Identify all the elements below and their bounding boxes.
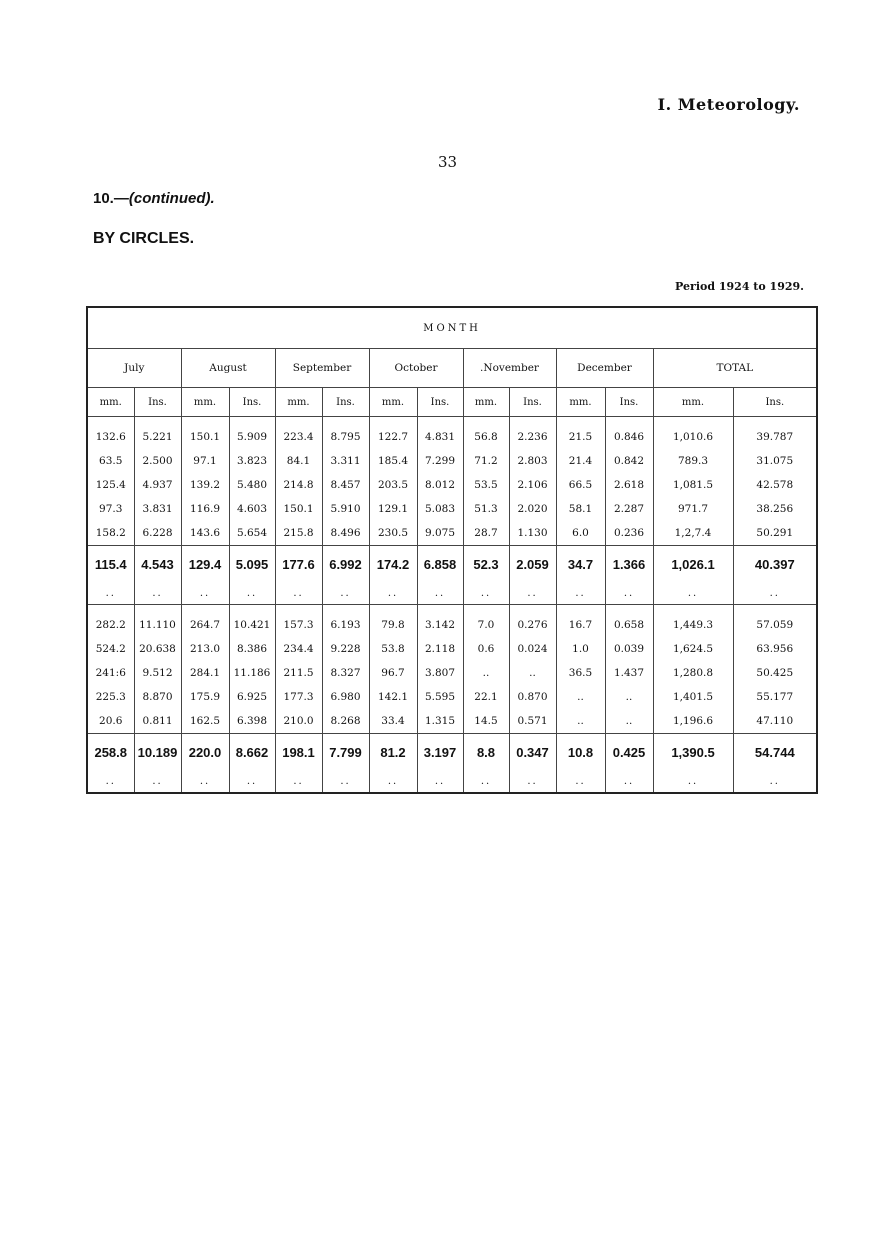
table-cell: 1,026.1 bbox=[653, 546, 733, 583]
table-cell: 6.193 bbox=[322, 605, 369, 638]
table-cell: 20.638 bbox=[134, 637, 181, 661]
month-header: July bbox=[87, 349, 181, 388]
table-cell: .. bbox=[509, 661, 556, 685]
table-cell: .. bbox=[509, 770, 556, 793]
table-cell: 150.1 bbox=[275, 497, 322, 521]
table-cell: .. bbox=[417, 582, 463, 605]
table-cell: 9.228 bbox=[322, 637, 369, 661]
table-cell: 28.7 bbox=[463, 521, 509, 546]
table-row bbox=[87, 709, 817, 734]
table-cell: .. bbox=[733, 770, 817, 793]
placeholder-row bbox=[87, 770, 817, 793]
table-cell: 3.807 bbox=[417, 661, 463, 685]
table-cell: 157.3 bbox=[275, 605, 322, 638]
table-cell: 175.9 bbox=[181, 685, 229, 709]
table-cell: 5.083 bbox=[417, 497, 463, 521]
table-cell: 5.095 bbox=[229, 546, 275, 583]
units-row bbox=[87, 388, 817, 417]
unit-header: mm. bbox=[463, 388, 509, 417]
table-cell: .. bbox=[509, 582, 556, 605]
table-cell: 5.910 bbox=[322, 497, 369, 521]
table-cell: .. bbox=[556, 582, 605, 605]
table-cell: 5.595 bbox=[417, 685, 463, 709]
table-cell: .. bbox=[653, 770, 733, 793]
table-cell: .. bbox=[369, 770, 417, 793]
table-cell: 57.059 bbox=[733, 605, 817, 638]
table-cell: 198.1 bbox=[275, 734, 322, 771]
table-cell: .. bbox=[275, 582, 322, 605]
table-cell: 6.925 bbox=[229, 685, 275, 709]
table-cell: 8.870 bbox=[134, 685, 181, 709]
table-cell: 1.315 bbox=[417, 709, 463, 734]
summary-row bbox=[87, 734, 817, 771]
table-cell: 211.5 bbox=[275, 661, 322, 685]
table-cell: 36.5 bbox=[556, 661, 605, 685]
table-cell: 122.7 bbox=[369, 417, 417, 450]
section-header: I. Meteorology. bbox=[657, 95, 800, 114]
table-cell: 11.186 bbox=[229, 661, 275, 685]
table-cell: 9.075 bbox=[417, 521, 463, 546]
continued-text: (continued). bbox=[128, 190, 215, 207]
table-cell: 96.7 bbox=[369, 661, 417, 685]
table-cell: 0.811 bbox=[134, 709, 181, 734]
table-cell: 66.5 bbox=[556, 473, 605, 497]
table-cell: 11.110 bbox=[134, 605, 181, 638]
table-cell: 8.8 bbox=[463, 734, 509, 771]
table-cell: 6.980 bbox=[322, 685, 369, 709]
table-row bbox=[87, 637, 817, 661]
table-cell: 1,401.5 bbox=[653, 685, 733, 709]
table-cell: .. bbox=[181, 582, 229, 605]
table-cell: 1,449.3 bbox=[653, 605, 733, 638]
unit-header: Ins. bbox=[229, 388, 275, 417]
unit-header: mm. bbox=[556, 388, 605, 417]
rainfall-table bbox=[86, 306, 818, 794]
table-cell: 42.578 bbox=[733, 473, 817, 497]
table-cell: .. bbox=[605, 770, 653, 793]
table-cell: 97.3 bbox=[87, 497, 134, 521]
table-cell: .. bbox=[229, 582, 275, 605]
table-cell: 1,624.5 bbox=[653, 637, 733, 661]
table-cell: 210.0 bbox=[275, 709, 322, 734]
table-cell: 8.268 bbox=[322, 709, 369, 734]
table-number: 10.— bbox=[93, 190, 129, 207]
table-cell: 177.3 bbox=[275, 685, 322, 709]
month-header: TOTAL bbox=[653, 349, 817, 388]
table-cell: .. bbox=[181, 770, 229, 793]
table-cell: 0.236 bbox=[605, 521, 653, 546]
table-cell: 6.858 bbox=[417, 546, 463, 583]
month-header: December bbox=[556, 349, 653, 388]
table-cell: 0.425 bbox=[605, 734, 653, 771]
table-cell: 6.398 bbox=[229, 709, 275, 734]
table-row bbox=[87, 497, 817, 521]
table-cell: 8.012 bbox=[417, 473, 463, 497]
table-cell: 8.662 bbox=[229, 734, 275, 771]
table-cell: .. bbox=[605, 709, 653, 734]
table-cell: 0.842 bbox=[605, 449, 653, 473]
table-cell: 56.8 bbox=[463, 417, 509, 450]
unit-header: Ins. bbox=[605, 388, 653, 417]
table-cell: 10.189 bbox=[134, 734, 181, 771]
table-cell: 2.236 bbox=[509, 417, 556, 450]
table-cell: 0.571 bbox=[509, 709, 556, 734]
table-cell: 10.8 bbox=[556, 734, 605, 771]
table-cell: 7.799 bbox=[322, 734, 369, 771]
table-cell: 0.276 bbox=[509, 605, 556, 638]
table-cell: 7.299 bbox=[417, 449, 463, 473]
table-cell: 1,196.6 bbox=[653, 709, 733, 734]
table-cell: 0.024 bbox=[509, 637, 556, 661]
table-cell: 241:6 bbox=[87, 661, 134, 685]
unit-header: mm. bbox=[87, 388, 134, 417]
table-cell: 51.3 bbox=[463, 497, 509, 521]
placeholder-row bbox=[87, 582, 817, 605]
table-cell: 524.2 bbox=[87, 637, 134, 661]
table-cell: 58.1 bbox=[556, 497, 605, 521]
table-cell: 4.543 bbox=[134, 546, 181, 583]
page-number: 33 bbox=[438, 153, 458, 171]
table-cell: .. bbox=[322, 770, 369, 793]
table-row bbox=[87, 473, 817, 497]
table-cell: 16.7 bbox=[556, 605, 605, 638]
table-cell: 21.5 bbox=[556, 417, 605, 450]
table-cell: 143.6 bbox=[181, 521, 229, 546]
table-subtitle: BY CIRCLES. bbox=[93, 230, 195, 247]
table-cell: 3.142 bbox=[417, 605, 463, 638]
table-cell: 4.831 bbox=[417, 417, 463, 450]
table-cell: 5.654 bbox=[229, 521, 275, 546]
table-cell: 8.496 bbox=[322, 521, 369, 546]
table-cell: 4.603 bbox=[229, 497, 275, 521]
table-cell: 158.2 bbox=[87, 521, 134, 546]
month-header: August bbox=[181, 349, 275, 388]
table-cell: 0.6 bbox=[463, 637, 509, 661]
table-cell: 2.106 bbox=[509, 473, 556, 497]
table-cell: 55.177 bbox=[733, 685, 817, 709]
table-cell: 5.221 bbox=[134, 417, 181, 450]
table-cell: .. bbox=[87, 770, 134, 793]
table-cell: 6.228 bbox=[134, 521, 181, 546]
table-cell: 0.658 bbox=[605, 605, 653, 638]
table-cell: .. bbox=[556, 770, 605, 793]
table-cell: 2.118 bbox=[417, 637, 463, 661]
table-cell: .. bbox=[463, 661, 509, 685]
unit-header: Ins. bbox=[509, 388, 556, 417]
table-cell: 150.1 bbox=[181, 417, 229, 450]
table-cell: 52.3 bbox=[463, 546, 509, 583]
table-cell: 282.2 bbox=[87, 605, 134, 638]
table-cell: .. bbox=[556, 709, 605, 734]
table-cell: 116.9 bbox=[181, 497, 229, 521]
table-cell: .. bbox=[369, 582, 417, 605]
table-cell: 1,010.6 bbox=[653, 417, 733, 450]
table-cell: 9.512 bbox=[134, 661, 181, 685]
table-cell: .. bbox=[134, 770, 181, 793]
unit-header: mm. bbox=[275, 388, 322, 417]
table-cell: 789.3 bbox=[653, 449, 733, 473]
table-cell: 230.5 bbox=[369, 521, 417, 546]
table-cell: .. bbox=[87, 582, 134, 605]
table-cell: 174.2 bbox=[369, 546, 417, 583]
table-cell: 38.256 bbox=[733, 497, 817, 521]
table-cell: 3.311 bbox=[322, 449, 369, 473]
table-cell: 81.2 bbox=[369, 734, 417, 771]
table-cell: .. bbox=[463, 770, 509, 793]
table-cell: 203.5 bbox=[369, 473, 417, 497]
table-cell: 3.831 bbox=[134, 497, 181, 521]
table-cell: 142.1 bbox=[369, 685, 417, 709]
table-cell: 0.347 bbox=[509, 734, 556, 771]
table-cell: 0.870 bbox=[509, 685, 556, 709]
table-cell: 50.425 bbox=[733, 661, 817, 685]
table-row bbox=[87, 449, 817, 473]
table-cell: .. bbox=[134, 582, 181, 605]
table-cell: 6.0 bbox=[556, 521, 605, 546]
table-cell: 5.480 bbox=[229, 473, 275, 497]
table-row bbox=[87, 661, 817, 685]
table-cell: 129.1 bbox=[369, 497, 417, 521]
table-cell: 125.4 bbox=[87, 473, 134, 497]
rainfall-table-wrapper bbox=[86, 306, 816, 794]
table-cell: 63.956 bbox=[733, 637, 817, 661]
table-cell: 213.0 bbox=[181, 637, 229, 661]
table-cell: 7.0 bbox=[463, 605, 509, 638]
table-cell: 50.291 bbox=[733, 521, 817, 546]
month-header: September bbox=[275, 349, 369, 388]
table-cell: .. bbox=[275, 770, 322, 793]
table-cell: 1.130 bbox=[509, 521, 556, 546]
table-cell: 3.197 bbox=[417, 734, 463, 771]
summary-row bbox=[87, 546, 817, 583]
table-cell: 234.4 bbox=[275, 637, 322, 661]
table-cell: 14.5 bbox=[463, 709, 509, 734]
table-cell: 53.8 bbox=[369, 637, 417, 661]
table-cell: 34.7 bbox=[556, 546, 605, 583]
table-cell: 33.4 bbox=[369, 709, 417, 734]
table-cell: .. bbox=[605, 582, 653, 605]
table-cell: 21.4 bbox=[556, 449, 605, 473]
period-label: Period 1924 to 1929. bbox=[675, 280, 804, 293]
table-cell: 132.6 bbox=[87, 417, 134, 450]
table-cell: 162.5 bbox=[181, 709, 229, 734]
table-cell: 6.992 bbox=[322, 546, 369, 583]
unit-header: Ins. bbox=[417, 388, 463, 417]
table-cell: 0.039 bbox=[605, 637, 653, 661]
table-cell: 2.803 bbox=[509, 449, 556, 473]
table-cell: 284.1 bbox=[181, 661, 229, 685]
table-cell: 2.618 bbox=[605, 473, 653, 497]
table-cell: 71.2 bbox=[463, 449, 509, 473]
table-cell: 185.4 bbox=[369, 449, 417, 473]
table-cell: 8.795 bbox=[322, 417, 369, 450]
table-cell: .. bbox=[417, 770, 463, 793]
table-cell: .. bbox=[653, 582, 733, 605]
unit-header: Ins. bbox=[322, 388, 369, 417]
table-cell: 223.4 bbox=[275, 417, 322, 450]
table-cell: 139.2 bbox=[181, 473, 229, 497]
table-cell: 1.437 bbox=[605, 661, 653, 685]
table-cell: 2.059 bbox=[509, 546, 556, 583]
table-cell: .. bbox=[463, 582, 509, 605]
table-cell: 8.386 bbox=[229, 637, 275, 661]
table-cell: 1.366 bbox=[605, 546, 653, 583]
table-cell: 54.744 bbox=[733, 734, 817, 771]
table-cell: 22.1 bbox=[463, 685, 509, 709]
unit-header: Ins. bbox=[733, 388, 817, 417]
table-cell: 84.1 bbox=[275, 449, 322, 473]
table-row bbox=[87, 685, 817, 709]
table-cell: .. bbox=[322, 582, 369, 605]
table-cell: 971.7 bbox=[653, 497, 733, 521]
table-cell: 40.397 bbox=[733, 546, 817, 583]
table-cell: 3.823 bbox=[229, 449, 275, 473]
month-group-header: MONTH bbox=[87, 307, 817, 349]
table-cell: 2.287 bbox=[605, 497, 653, 521]
table-cell: 129.4 bbox=[181, 546, 229, 583]
table-cell: 220.0 bbox=[181, 734, 229, 771]
table-cell: .. bbox=[605, 685, 653, 709]
table-cell: 47.110 bbox=[733, 709, 817, 734]
table-cell: 1,390.5 bbox=[653, 734, 733, 771]
table-cell: 1,081.5 bbox=[653, 473, 733, 497]
table-cell: 10.421 bbox=[229, 605, 275, 638]
table-cell: 0.846 bbox=[605, 417, 653, 450]
unit-header: mm. bbox=[653, 388, 733, 417]
table-cell: .. bbox=[556, 685, 605, 709]
table-cell: 258.8 bbox=[87, 734, 134, 771]
table-cell: 177.6 bbox=[275, 546, 322, 583]
table-cell: 264.7 bbox=[181, 605, 229, 638]
table-cell: 1,2,7.4 bbox=[653, 521, 733, 546]
table-row bbox=[87, 521, 817, 546]
table-cell: 214.8 bbox=[275, 473, 322, 497]
table-cell: 1,280.8 bbox=[653, 661, 733, 685]
table-cell: 97.1 bbox=[181, 449, 229, 473]
month-header: .November bbox=[463, 349, 556, 388]
unit-header: mm. bbox=[369, 388, 417, 417]
table-cell: 5.909 bbox=[229, 417, 275, 450]
table-row bbox=[87, 605, 817, 638]
unit-header: mm. bbox=[181, 388, 229, 417]
table-cell: 79.8 bbox=[369, 605, 417, 638]
table-cell: 8.327 bbox=[322, 661, 369, 685]
table-cell: 63.5 bbox=[87, 449, 134, 473]
table-cell: 20.6 bbox=[87, 709, 134, 734]
month-names-row bbox=[87, 349, 817, 388]
table-cell: 115.4 bbox=[87, 546, 134, 583]
table-cell: .. bbox=[733, 582, 817, 605]
table-cell: 53.5 bbox=[463, 473, 509, 497]
table-cell: 215.8 bbox=[275, 521, 322, 546]
table-cell: 39.787 bbox=[733, 417, 817, 450]
month-header: October bbox=[369, 349, 463, 388]
table-body bbox=[87, 417, 817, 794]
table-cell: 2.500 bbox=[134, 449, 181, 473]
table-cell: 4.937 bbox=[134, 473, 181, 497]
table-row bbox=[87, 417, 817, 450]
table-cell: .. bbox=[229, 770, 275, 793]
table-cell: 2.020 bbox=[509, 497, 556, 521]
table-cell: 31.075 bbox=[733, 449, 817, 473]
unit-header: Ins. bbox=[134, 388, 181, 417]
table-cell: 8.457 bbox=[322, 473, 369, 497]
table-cell: 1.0 bbox=[556, 637, 605, 661]
table-continued-label bbox=[93, 190, 215, 207]
table-cell: 225.3 bbox=[87, 685, 134, 709]
